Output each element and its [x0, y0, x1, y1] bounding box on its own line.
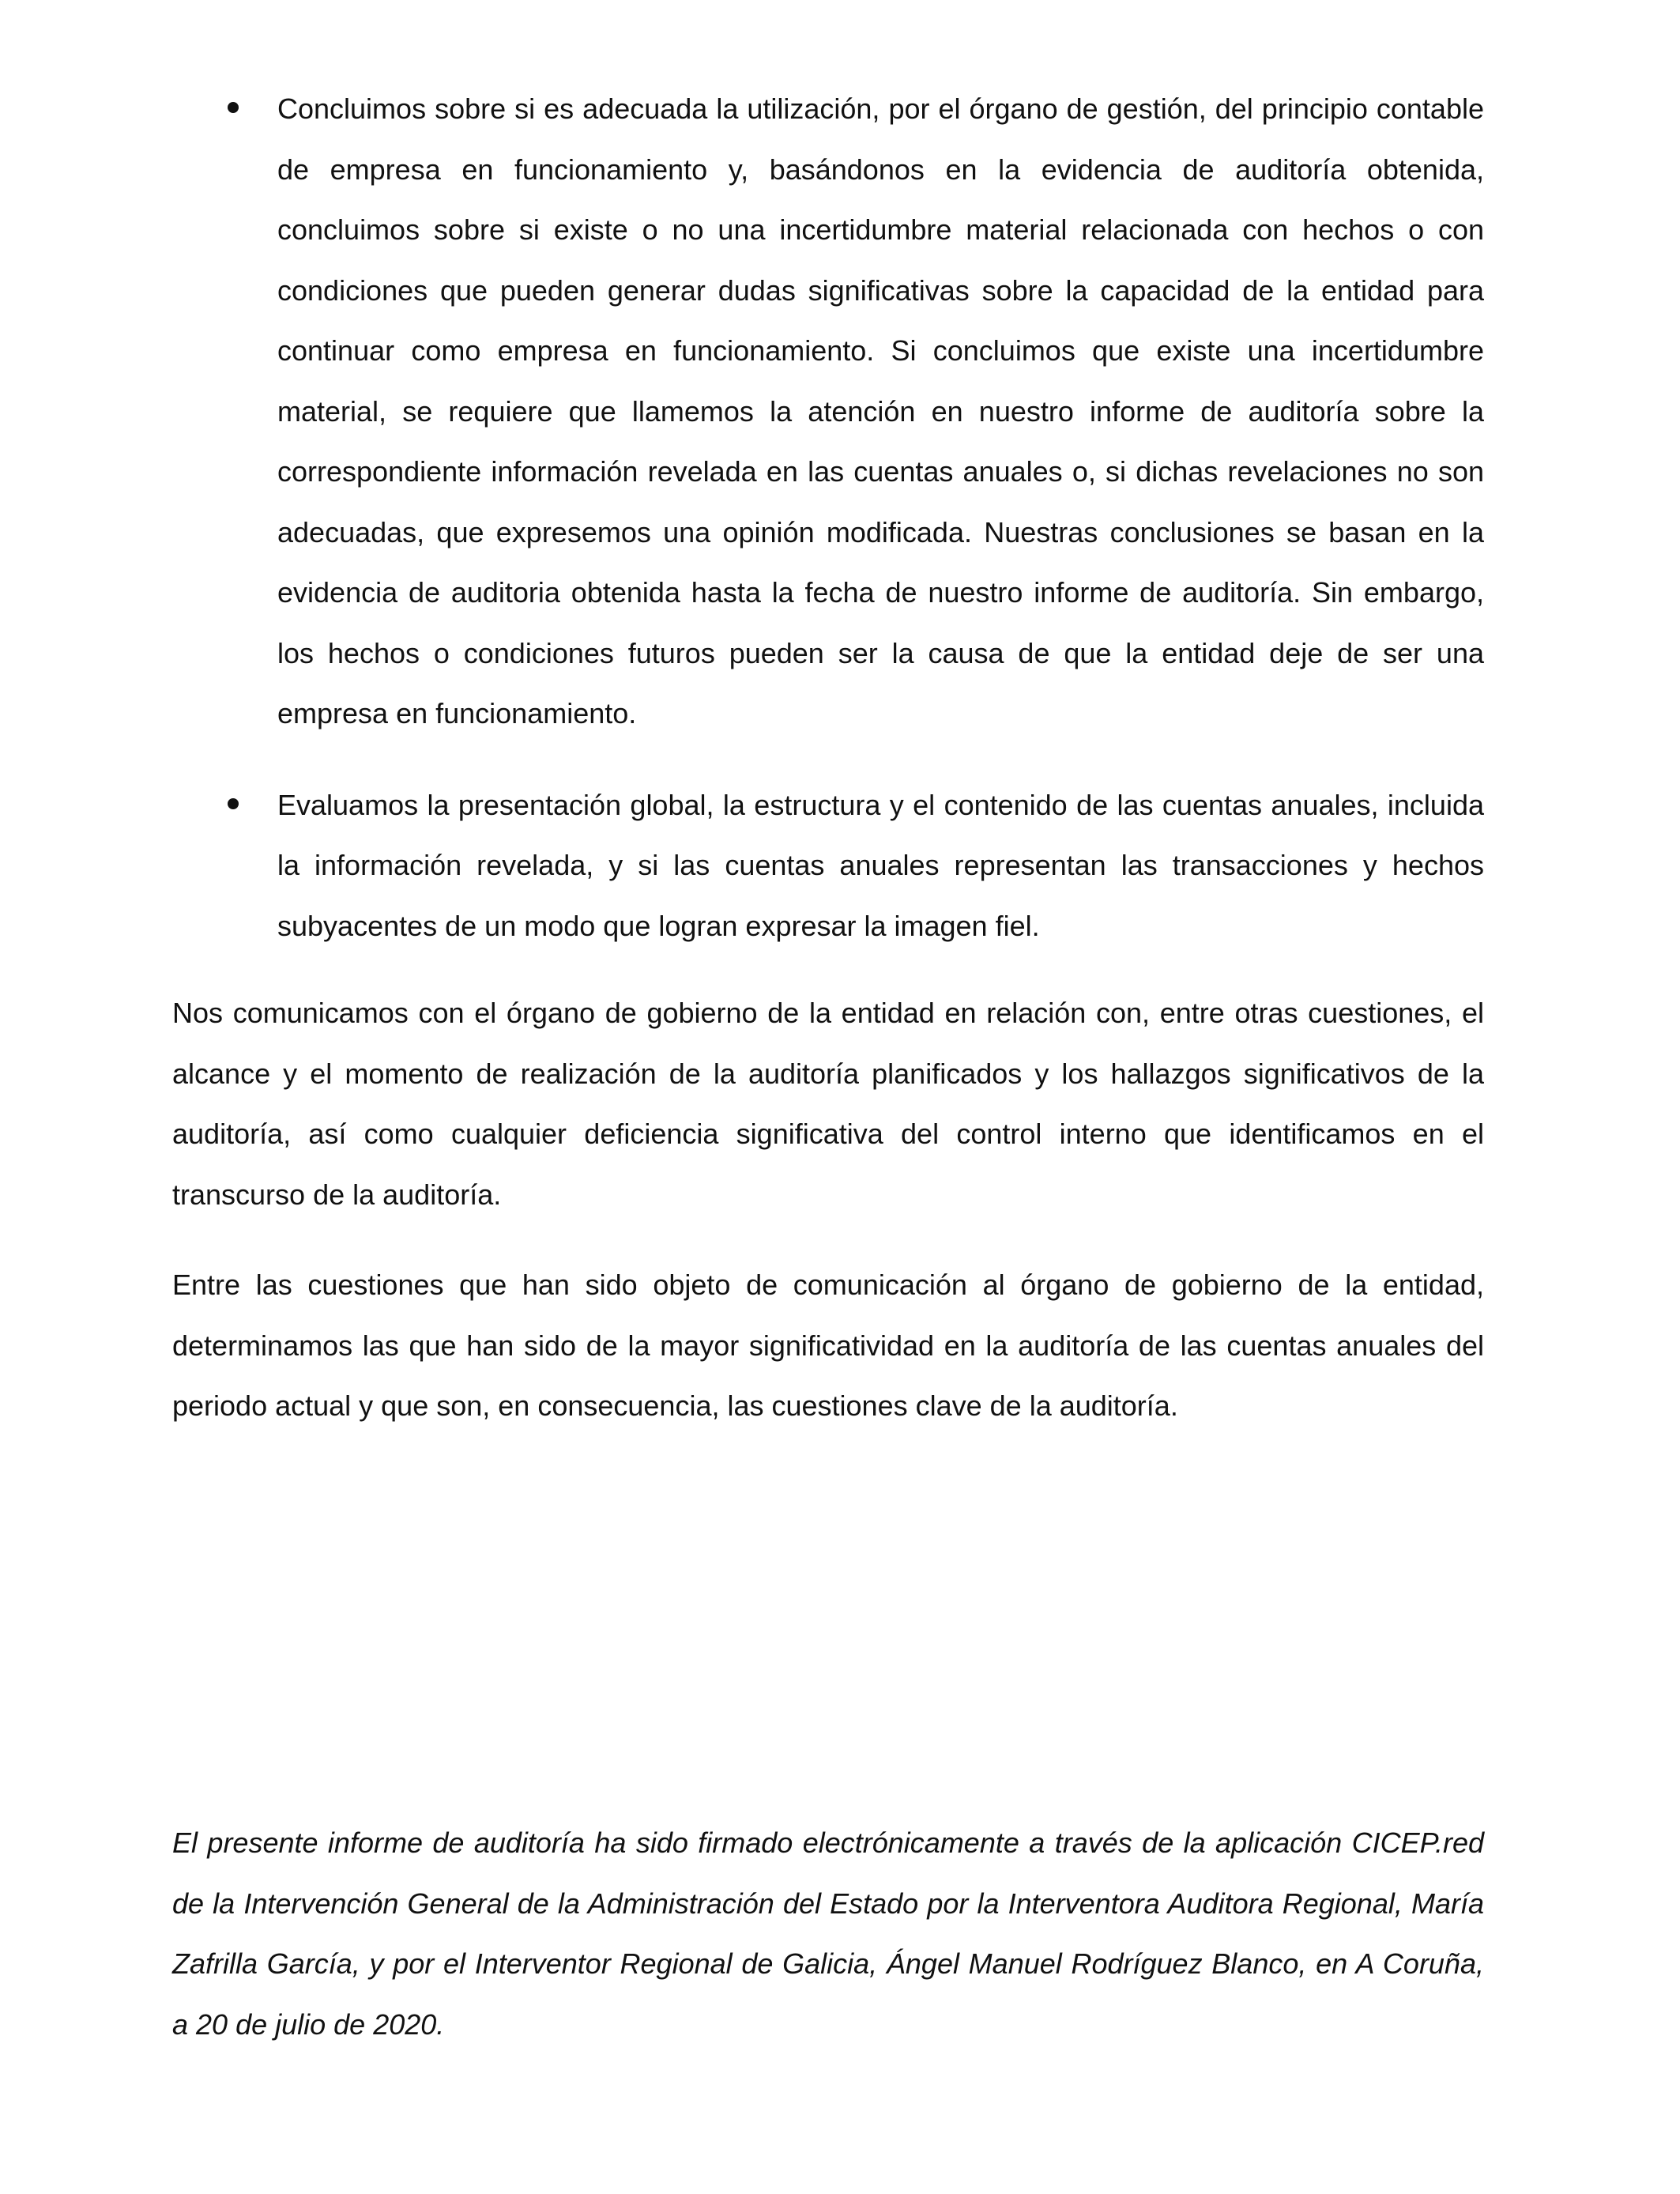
bullet-text: Evaluamos la presentación global, la estructura y el contenido de las cuentas anuales, incluida la información revelada, y si las cuentas anuales representan las transacciones y hechos subyacentes de un modo que logran expresar la imagen fiel. [277, 788, 1484, 942]
bullet-item-going-concern [172, 79, 1484, 745]
audit-procedures-list [172, 79, 1484, 956]
electronic-signature-note: El presente informe de auditoría ha sido firmado electrónicamente a través de la aplicación CICEP.red de la Intervención General de la Administración del Estado por la Interventora Auditora Regional, María Zafrilla García, y por el Interventor Regional de Galicia, Ángel Manuel Rodríguez Blanco, en A Coruña, a 20 de julio de 2020. [172, 1826, 1484, 2041]
bullet-icon [228, 102, 239, 113]
bullet-item-presentation [172, 775, 1484, 957]
bullet-text: Concluimos sobre si es adecuada la utilización, por el órgano de gestión, del principio contable de empresa en funcionamiento y, basándonos en la evidencia de auditoría obtenida, concluimos sobre si existe o no una incertidumbre material relacionada con hechos o con condiciones que pueden generar dudas significativas sobre la capacidad de la entidad para continuar como empresa en funcionamiento. Si concluimos que existe una incertidumbre material, se requiere que llamemos la atención en nuestro informe de auditoría sobre la correspondiente información revelada en las cuentas anuales o, si dichas revelaciones no son adecuadas, que expresemos una opinión modificada. Nuestras conclusiones se basan en la evidencia de auditoria obtenida hasta la fecha de nuestro informe de auditoría. Sin embargo, los hechos o condiciones futuros pueden ser la causa de que la entidad deje de ser una empresa en funcionamiento. [277, 92, 1484, 729]
bullet-icon [228, 798, 239, 809]
key-matters-paragraph: Entre las cuestiones que han sido objeto de comunicación al órgano de gobierno de la entidad, determinamos las que han sido de la mayor significatividad en la auditoría de las cuentas anuales del periodo actual y que son, en consecuencia, las cuestiones clave de la auditoría. [172, 1269, 1484, 1422]
communication-paragraph: Nos comunicamos con el órgano de gobierno de la entidad en relación con, entre otras cuestiones, el alcance y el momento de realización de la auditoría planificados y los hallazgos significativos de la auditoría, así como cualquier deficiencia significativa del control interno que identificamos en el transcurso de la auditoría. [172, 997, 1484, 1211]
